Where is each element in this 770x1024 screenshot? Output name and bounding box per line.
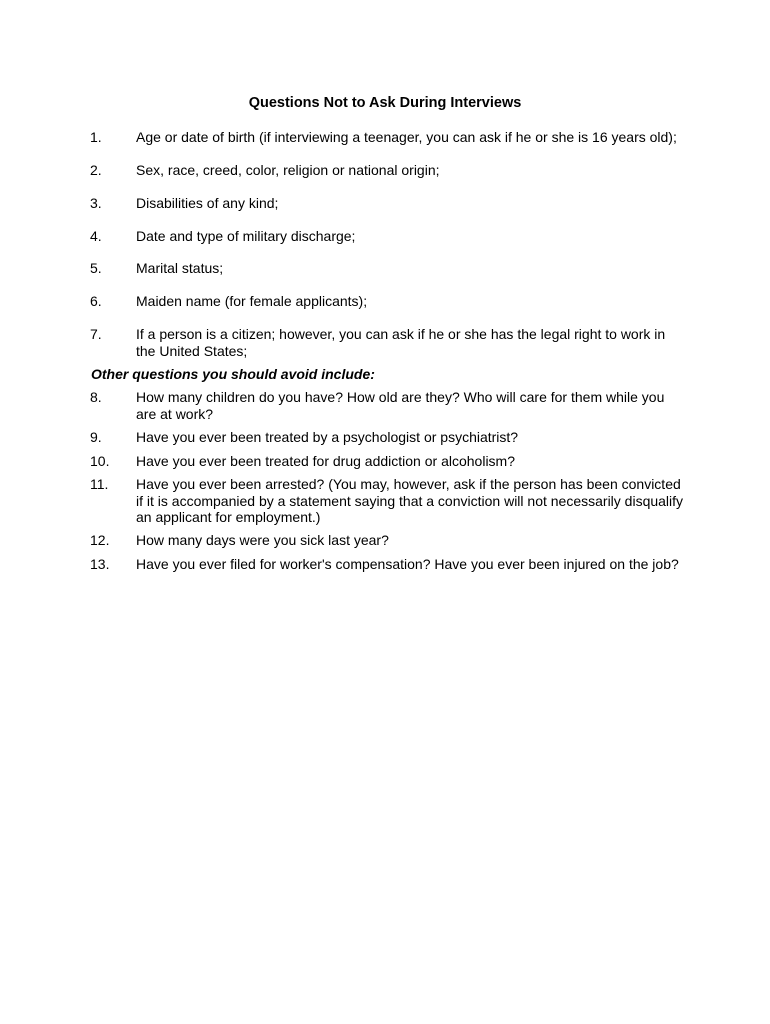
- item-number: 9.: [90, 429, 102, 445]
- item-number: 10.: [90, 453, 110, 469]
- item-number: 11.: [90, 476, 109, 492]
- item-number: 2.: [90, 162, 102, 178]
- item-number: 6.: [90, 293, 102, 309]
- item-number: 8.: [90, 389, 102, 405]
- item-text: Have you ever been arrested? (You may, however, ask if the person has been convicted if it is accompanied by a statement saying that a conviction will not necessarily disqualify an applicant for employment.): [136, 476, 684, 525]
- item-text: Age or date of birth (if interviewing a teenager, you can ask if he or she is 16 years old);: [136, 129, 677, 145]
- item-text: Maiden name (for female applicants);: [136, 293, 368, 309]
- item-number: 12.: [90, 532, 110, 548]
- item-number: 5.: [90, 260, 102, 276]
- item-text: If a person is a citizen; however, you can ask if he or she has the legal right to work in the United States;: [136, 326, 666, 359]
- item-text: Disabilities of any kind;: [136, 195, 279, 211]
- item-text: Have you ever been treated by a psychologist or psychiatrist?: [136, 429, 519, 445]
- item-number: 1.: [90, 129, 102, 145]
- item-text: Have you ever been treated for drug addiction or alcoholism?: [136, 453, 515, 469]
- item-text: Sex, race, creed, color, religion or national origin;: [136, 162, 440, 178]
- item-text: How many days were you sick last year?: [136, 532, 389, 548]
- item-text: Date and type of military discharge;: [136, 228, 356, 244]
- item-text: How many children do you have? How old are they? Who will care for them while you are at work?: [136, 389, 665, 422]
- item-number: 13.: [90, 556, 110, 572]
- subheading: Other questions you should avoid include:: [91, 366, 375, 382]
- item-number: 4.: [90, 228, 102, 244]
- item-text: Marital status;: [136, 260, 224, 276]
- item-number: 3.: [90, 195, 102, 211]
- page-title: Questions Not to Ask During Interviews: [248, 95, 522, 111]
- item-text: Have you ever filed for worker's compensation? Have you ever been injured on the job?: [136, 556, 679, 572]
- item-number: 7.: [90, 326, 102, 342]
